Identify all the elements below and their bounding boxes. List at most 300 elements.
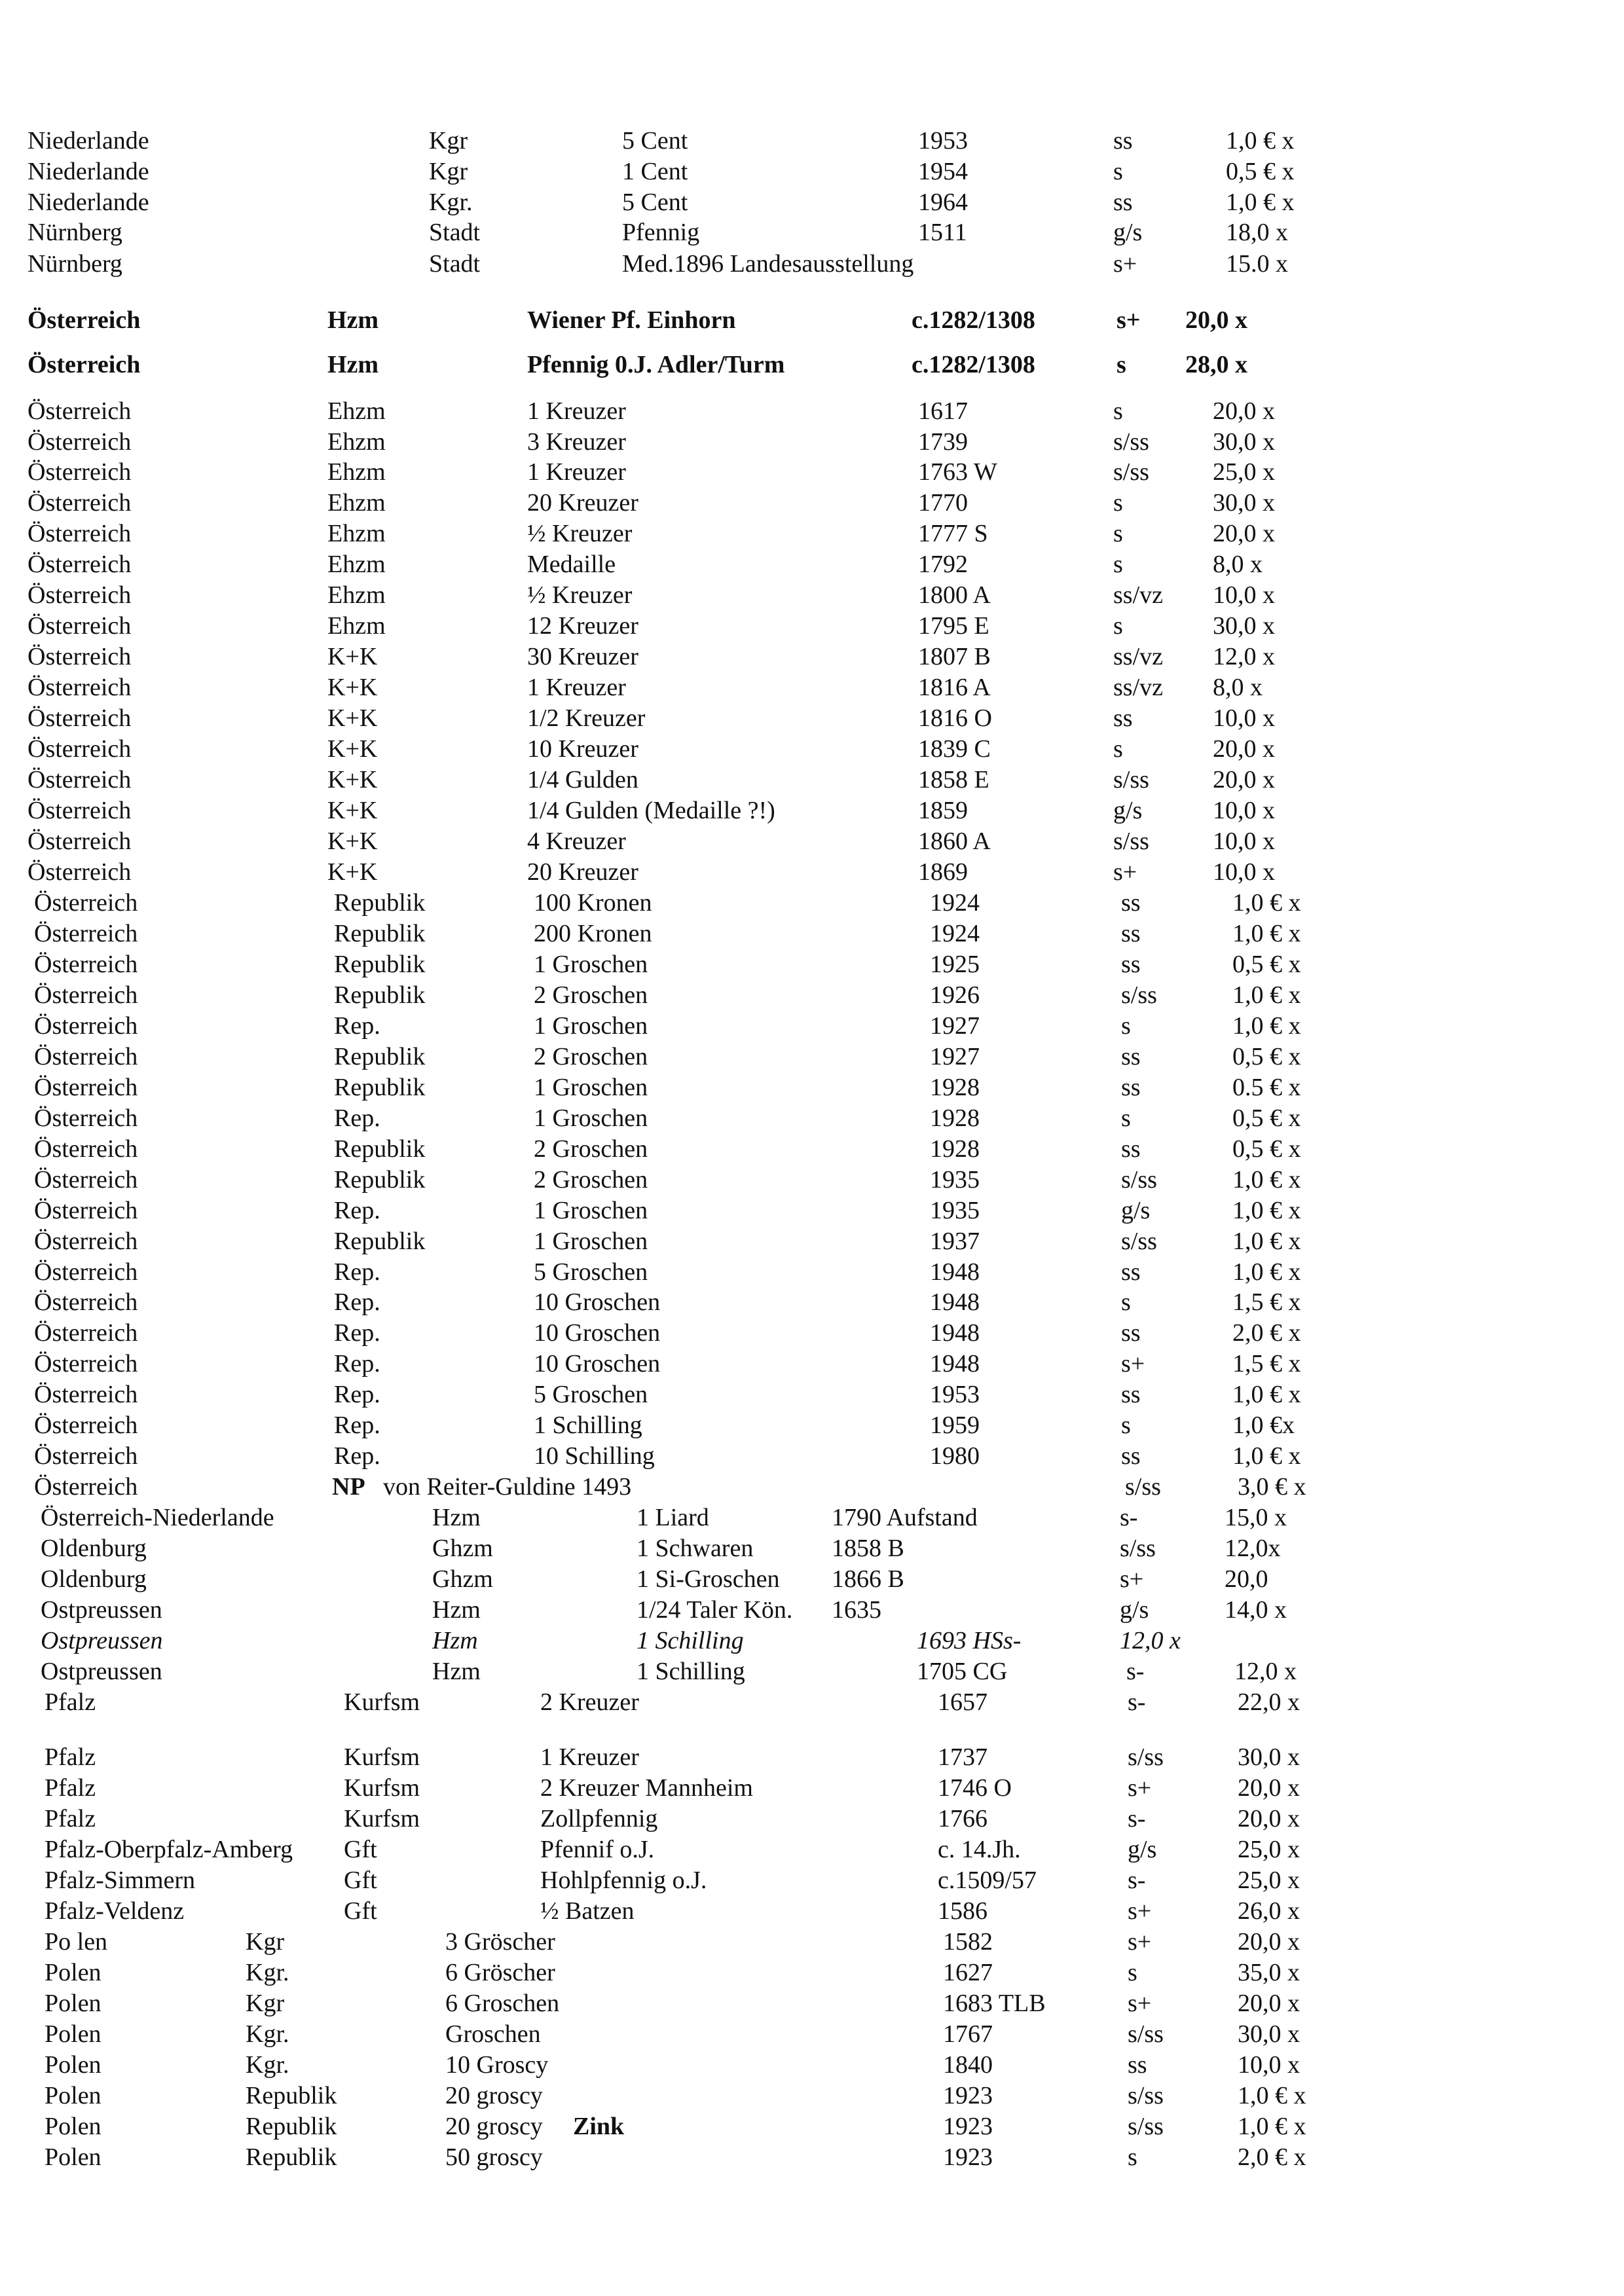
row-year-cell: 1807 B [918,643,991,670]
row-coin-cell: 30 Kreuzer [527,643,638,670]
row-country-cell: Polen [45,1990,101,2017]
row-ruler-cell: Republik [334,1043,426,1070]
row-grade-cell: s/ss [1128,2113,1164,2140]
row-ruler-cell: NP [332,1473,365,1501]
row-grade-cell: s [1128,2143,1137,2171]
row-ruler-cell: Rep. [334,1350,380,1377]
row-country-cell: Österreich [28,735,132,763]
row-year-cell: 1617 [918,397,968,425]
row-year-cell: 1924 [930,889,980,917]
row-country-cell: Österreich [28,797,132,824]
row-year-cell: 1927 [930,1043,980,1070]
row-ruler-cell: Republik [334,981,426,1009]
row-grade-cell: s [1113,520,1123,547]
row-year-cell: 1858 E [918,766,989,793]
row-ruler-cell: Rep. [334,1197,380,1224]
row-coin-cell: Med.1896 Landesausstellung [622,250,914,278]
row-year-cell: 1954 [918,158,968,185]
row-coin-cell: 2 Kreuzer Mannheim [540,1774,753,1802]
row-country-cell: Österreich [34,1319,138,1347]
row-ruler-cell: Republik [334,1228,426,1255]
row-price-cell: 12,0 x [1120,1627,1181,1654]
row-year-cell: 1935 [930,1166,980,1194]
row-ruler-cell: Kurfsm [344,1805,420,1832]
row-ruler-cell: Ehzm [327,581,386,609]
row-ruler-cell: Ehzm [327,397,386,425]
row-coin-cell: 10 Groscy [445,2051,549,2079]
row-country-cell: Österreich [34,1104,138,1132]
row-country-cell: Österreich [28,858,132,886]
row-year-cell: 1859 [918,797,968,824]
row-coin-cell: 3 Gröscher [445,1928,555,1956]
row-price-cell: 20,0 x [1213,397,1275,425]
row-year-cell: 1792 [918,551,968,578]
row-year-cell: 1924 [930,920,980,947]
row-country-cell: Österreich [28,612,132,640]
row-year-cell: 1964 [918,189,968,216]
row-coin-cell: 1 Kreuzer [527,397,626,425]
row-year-cell: 1767 [943,2020,993,2048]
row-coin-cell: Hohlpfennig o.J. [540,1867,707,1894]
row-year-cell: 1923 [943,2082,993,2109]
row-ruler-cell: K+K [327,858,378,886]
row-grade-cell: s [1113,397,1123,425]
row-coin-cell: 20 Kreuzer [527,858,638,886]
row-country-cell: Polen [45,2082,101,2109]
row-coin-cell: 2 Groschen [534,1043,648,1070]
row-coin-cell: Medaille [527,551,616,578]
row-country-cell: Österreich [34,1412,138,1439]
row-coin-cell: 1 Liard [637,1504,709,1531]
row-price-cell: 14,0 x [1225,1596,1287,1624]
row-price-cell: 0,5 € x [1232,1043,1301,1070]
row-country-cell: Polen [45,1959,101,1986]
row-coin-cell: von Reiter-Guldine 1493 [383,1473,632,1501]
row-coin-cell: 1/4 Gulden (Medaille ?!) [527,797,775,824]
row-ruler-cell: Kgr [246,1990,285,2017]
row-coin-cell: ½ Kreuzer [527,520,633,547]
row-ruler-cell: Ehzm [327,551,386,578]
row-coin-cell: 1 Si-Groschen [637,1565,780,1593]
row-ruler-cell: Kurfsm [344,1688,420,1716]
row-ruler-cell: Ehzm [327,428,386,456]
row-price-cell: 12,0 x [1213,643,1275,670]
row-year-cell: 1627 [943,1959,993,1986]
row-grade-cell: s/ss [1113,828,1149,855]
row-price-cell: 30,0 x [1238,1743,1300,1771]
row-grade-cell: ss [1121,1319,1141,1347]
row-grade-cell: s/ss [1120,1535,1156,1562]
row-price-cell: 1,0 € x [1238,2113,1306,2140]
row-grade-cell: ss/vz [1113,643,1163,670]
row-price-cell: 30,0 x [1238,2020,1300,2048]
row-country-cell: Polen [45,2113,101,2140]
row-year-cell: 1737 [938,1743,987,1771]
row-year-cell: 1770 [918,489,968,517]
row-coin-cell: 10 Groschen [534,1288,661,1316]
row-coin-cell: 6 Groschen [445,1990,560,2017]
row-year-cell: 1935 [930,1197,980,1224]
row-country-cell: Pfalz [45,1743,96,1771]
row-price-cell: 1,0 € x [1232,1381,1301,1408]
row-country-cell: Oldenburg [41,1535,147,1562]
row-year-cell: 1763 W [918,458,997,486]
row-country-cell: Österreich [34,889,138,917]
row-ruler-cell: Kgr [429,158,468,185]
row-price-cell: 1,0 € x [1232,889,1301,917]
row-coin-cell: 1 Groschen [534,1104,648,1132]
row-year-cell: 1948 [930,1288,980,1316]
row-coin-cell: 10 Groschen [534,1319,661,1347]
row-coin-cell: 5 Cent [622,127,688,155]
row-coin-cell: 1 Groschen [534,951,648,978]
row-grade-cell: ss [1121,920,1141,947]
row-grade-cell: ss [1113,127,1133,155]
row-year-cell: 1923 [943,2113,993,2140]
row-price-cell: 20,0 x [1238,1990,1300,2017]
row-grade-cell: s- [1128,1805,1146,1832]
row-ruler-cell: Gft [344,1836,377,1863]
row-ruler-cell: K+K [327,828,378,855]
row-price-cell: 1,0 € x [1226,189,1295,216]
row-grade-cell: s/ss [1121,981,1157,1009]
row-country-cell: Österreich [34,1074,138,1101]
row-price-cell: 20,0 x [1238,1774,1300,1802]
row-grade-cell: g/s [1113,219,1143,246]
row-ruler-cell: K+K [327,797,378,824]
row-year-cell: 1839 C [918,735,991,763]
row-ruler-cell: K+K [327,704,378,732]
row-ruler-cell: Republik [334,1074,426,1101]
row-grade-cell: s+ [1128,1928,1152,1956]
row-year-cell: 1948 [930,1258,980,1286]
row-grade-cell: ss [1128,2051,1147,2079]
row-price-cell: 20,0 x [1213,766,1275,793]
row-price-cell: 20,0 x [1238,1928,1300,1956]
row-country-cell: Pfalz-Veldenz [45,1897,185,1925]
row-price-cell: 15,0 x [1225,1504,1287,1531]
row-ruler-cell: Ghzm [432,1535,493,1562]
row-price-cell: 25,0 x [1238,1867,1300,1894]
row-grade-cell: g/s [1113,797,1143,824]
row-ruler-cell: Hzm [432,1504,481,1531]
row-coin-cell: 2 Groschen [534,1166,648,1194]
row-coin-cell: 1 Schwaren [637,1535,754,1562]
row-coin-cell: 100 Kronen [534,889,652,917]
row-price-cell: 10,0 x [1213,797,1275,824]
row-price-cell: 1,0 € x [1232,1166,1301,1194]
row-country-cell: Pfalz [45,1774,96,1802]
row-coin-note-cell: Zink [573,2113,625,2140]
row-year-cell: 1980 [930,1442,980,1470]
row-price-cell: 1,0 € x [1232,1228,1301,1255]
row-ruler-cell: Hzm [432,1627,478,1654]
row-ruler-cell: Republik [334,920,426,947]
row-year-cell: 1860 A [918,828,991,855]
row-coin-cell: 200 Kronen [534,920,652,947]
row-coin-cell: 20 groscy [445,2082,543,2109]
row-price-cell: 1,0 € x [1232,1442,1301,1470]
row-grade-cell: s [1121,1012,1131,1040]
row-year-cell: 1657 [938,1688,987,1716]
row-ruler-cell: Kgr. [246,1959,289,1986]
row-country-cell: Österreich [34,1442,138,1470]
row-price-cell: 20,0 x [1238,1805,1300,1832]
row-ruler-cell: Hzm [327,351,379,378]
row-grade-cell: ss [1121,1258,1141,1286]
row-year-cell: c. 14.Jh. [938,1836,1021,1863]
row-ruler-cell: Hzm [327,306,379,334]
row-ruler-cell: Hzm [432,1596,481,1624]
row-grade-cell: s [1121,1412,1131,1439]
row-grade-cell: s/ss [1121,1166,1157,1194]
row-country-cell: Österreich [34,1350,138,1377]
row-year-cell: 1766 [938,1805,987,1832]
row-grade-cell: s [1116,351,1126,378]
row-ruler-cell: Ehzm [327,458,386,486]
row-price-cell: 35,0 x [1238,1959,1300,1986]
row-coin-cell: 1/2 Kreuzer [527,704,646,732]
row-country-cell: Pfalz [45,1688,96,1716]
row-ruler-cell: Kgr [246,1928,285,1956]
row-grade-cell: s/ss [1128,1743,1164,1771]
row-price-cell: 1,5 € x [1232,1288,1301,1316]
row-grade-cell: s+ [1128,1774,1152,1802]
row-grade-cell: s- [1128,1867,1146,1894]
row-country-cell: Österreich [28,397,132,425]
row-grade-cell: ss [1121,1074,1141,1101]
row-grade-cell: ss [1113,189,1133,216]
row-ruler-cell: Republik [334,1135,426,1163]
row-year-cell: 1816 O [918,704,992,732]
row-country-cell: Ostpreussen [41,1627,163,1654]
row-coin-cell: 1 Schilling [637,1627,744,1654]
row-grade-cell: s/ss [1125,1473,1161,1501]
row-ruler-cell: Republik [246,2113,337,2140]
row-price-cell: 2,0 € x [1232,1319,1301,1347]
row-price-cell: 10,0 x [1238,2051,1300,2079]
row-country-cell: Österreich [28,351,141,378]
row-ruler-cell: Republik [246,2082,337,2109]
row-price-cell: 30,0 x [1213,612,1275,640]
row-price-cell: 25,0 x [1213,458,1275,486]
row-year-cell: 1582 [943,1928,993,1956]
row-country-cell: Niederlande [28,158,149,185]
row-ruler-cell: Gft [344,1867,377,1894]
row-year-cell: 1959 [930,1412,980,1439]
row-coin-cell: ½ Kreuzer [527,581,633,609]
row-price-cell: 26,0 x [1238,1897,1300,1925]
row-grade-cell: s/ss [1113,458,1149,486]
row-grade-cell: ss [1113,704,1133,732]
row-grade-cell: s/ss [1113,766,1149,793]
row-year-cell: 1953 [930,1381,980,1408]
row-year-cell: 1511 [918,219,967,246]
row-price-cell: 20,0 x [1213,520,1275,547]
row-grade-cell: s [1113,612,1123,640]
row-coin-cell: 1 Groschen [534,1074,648,1101]
row-year-cell: 1586 [938,1897,987,1925]
row-price-cell: 1,0 € x [1232,920,1301,947]
row-country-cell: Österreich [34,1135,138,1163]
row-ruler-cell: Gft [344,1897,377,1925]
row-year-cell: 1928 [930,1135,980,1163]
row-grade-cell: ss [1121,1135,1141,1163]
row-ruler-cell: Stadt [429,250,481,278]
row-price-cell: 0,5 € x [1232,1135,1301,1163]
row-ruler-cell: Kurfsm [344,1743,420,1771]
row-grade-cell: g/s [1121,1197,1151,1224]
row-coin-cell: Pfennig 0.J. Adler/Turm [527,351,785,378]
row-price-cell: 0.5 € x [1232,1074,1301,1101]
row-coin-cell: 4 Kreuzer [527,828,626,855]
row-coin-cell: 1 Kreuzer [527,674,626,701]
row-coin-cell: 20 groscy [445,2113,543,2140]
row-ruler-cell: Republik [334,889,426,917]
row-grade-cell: ss [1121,1043,1141,1070]
row-coin-cell: 1 Cent [622,158,688,185]
row-year-cell: 1953 [918,127,968,155]
row-price-cell: 10,0 x [1213,704,1275,732]
row-coin-cell: 1 Kreuzer [527,458,626,486]
row-country-cell: Österreich [34,1012,138,1040]
row-grade-cell: s/ss [1121,1228,1157,1255]
row-coin-cell: 6 Gröscher [445,1959,555,1986]
row-year-cell: 1795 E [918,612,989,640]
row-ruler-cell: Ehzm [327,612,386,640]
row-coin-cell: 1 Schilling [637,1658,745,1685]
row-country-cell: Österreich [28,674,132,701]
row-ruler-cell: Kurfsm [344,1774,420,1802]
row-country-cell: Österreich [28,428,132,456]
row-year-cell: 1923 [943,2143,993,2171]
row-country-cell: Österreich [28,581,132,609]
row-country-cell: Österreich [28,306,141,334]
row-ruler-cell: Kgr. [246,2020,289,2048]
row-coin-cell: Pfennig [622,219,700,246]
row-grade-cell: s- [1126,1658,1145,1685]
row-country-cell: Österreich [28,643,132,670]
row-country-cell: Österreich [28,489,132,517]
row-coin-cell: 1 Groschen [534,1197,648,1224]
row-country-cell: Österreich [28,828,132,855]
row-coin-cell: 1/4 Gulden [527,766,638,793]
row-country-cell: Österreich [28,551,132,578]
row-grade-cell: ss [1121,951,1141,978]
row-ruler-cell: Rep. [334,1412,380,1439]
row-ruler-cell: Hzm [432,1658,481,1685]
row-year-cell: 1866 B [832,1565,904,1593]
row-ruler-cell: Republik [246,2143,337,2171]
row-ruler-cell: Rep. [334,1442,380,1470]
row-year-cell: 1858 B [832,1535,904,1562]
row-year-cell: c.1282/1308 [912,306,1035,334]
row-grade-cell: s+ [1128,1897,1152,1925]
row-year-cell: c.1509/57 [938,1867,1037,1894]
row-year-cell: 1948 [930,1319,980,1347]
row-coin-cell: Pfennif o.J. [540,1836,655,1863]
row-coin-cell: 5 Groschen [534,1381,648,1408]
row-ruler-cell: Kgr. [429,189,473,216]
row-year-cell: 1635 [832,1596,881,1624]
row-year-cell: 1869 [918,858,968,886]
row-country-cell: Polen [45,2051,101,2079]
row-price-cell: 2,0 € x [1238,2143,1306,2171]
row-grade-cell: ss [1121,1442,1141,1470]
row-price-cell: 20,0 [1225,1565,1268,1593]
row-country-cell: Österreich [34,1258,138,1286]
row-country-cell: Österreich [34,1166,138,1194]
row-grade-cell: s [1128,1959,1137,1986]
row-ruler-cell: Kgr. [246,2051,289,2079]
row-grade-cell: s- [1120,1504,1138,1531]
row-country-cell: Österreich [34,1381,138,1408]
row-price-cell: 12,0 x [1234,1658,1297,1685]
row-grade-cell: s/ss [1128,2082,1164,2109]
row-year-cell: 1746 O [938,1774,1012,1802]
row-grade-cell: s/ss [1113,428,1149,456]
row-grade-cell: s+ [1116,306,1141,334]
row-grade-cell: s [1121,1288,1131,1316]
row-coin-cell: 2 Groschen [534,1135,648,1163]
row-grade-cell: s+ [1113,858,1137,886]
row-country-cell: Pfalz-Simmern [45,1867,196,1894]
row-country-cell: Österreich [28,520,132,547]
row-country-cell: Österreich [28,766,132,793]
row-price-cell: 15.0 x [1226,250,1288,278]
row-price-cell: 0,5 € x [1232,1104,1301,1132]
row-ruler-cell: Rep. [334,1104,380,1132]
row-country-cell: Nürnberg [28,219,122,246]
row-year-cell: 1777 S [918,520,988,547]
row-country-cell: Pfalz-Oberpfalz-Amberg [45,1836,293,1863]
row-ruler-cell: Stadt [429,219,481,246]
row-ruler-cell: Ehzm [327,520,386,547]
row-year-cell: 1705 CG [917,1658,1008,1685]
row-price-cell: 30,0 x [1213,489,1275,517]
row-year-cell: c.1282/1308 [912,351,1035,378]
row-year-cell: 1816 A [918,674,991,701]
row-year-cell: 1928 [930,1074,980,1101]
row-country-cell: Pfalz [45,1805,96,1832]
row-year-cell: 1925 [930,951,980,978]
row-year-cell: 1928 [930,1104,980,1132]
row-year-cell: 1937 [930,1228,980,1255]
row-coin-cell: Groschen [445,2020,541,2048]
row-ruler-cell: K+K [327,735,378,763]
row-coin-cell: 10 Groschen [534,1350,661,1377]
row-country-cell: Österreich [34,1288,138,1316]
row-price-cell: 10,0 x [1213,828,1275,855]
row-ruler-cell: Rep. [334,1319,380,1347]
row-country-cell: Oldenburg [41,1565,147,1593]
row-grade-cell: g/s [1120,1596,1149,1624]
row-year-cell: 1948 [930,1350,980,1377]
row-country-cell: Österreich [34,1197,138,1224]
row-country-cell: Niederlande [28,189,149,216]
row-price-cell: 20,0 x [1185,306,1247,334]
row-ruler-cell: K+K [327,674,378,701]
row-grade-cell: s+ [1120,1565,1144,1593]
row-coin-cell: 5 Cent [622,189,688,216]
row-price-cell: 1,0 € x [1232,1197,1301,1224]
row-country-cell: Ostpreussen [41,1658,162,1685]
row-price-cell: 8,0 x [1213,551,1263,578]
row-coin-cell: 20 Kreuzer [527,489,638,517]
row-country-cell: Österreich [34,951,138,978]
row-price-cell: 12,0x [1225,1535,1281,1562]
row-grade-cell: ss [1121,889,1141,917]
